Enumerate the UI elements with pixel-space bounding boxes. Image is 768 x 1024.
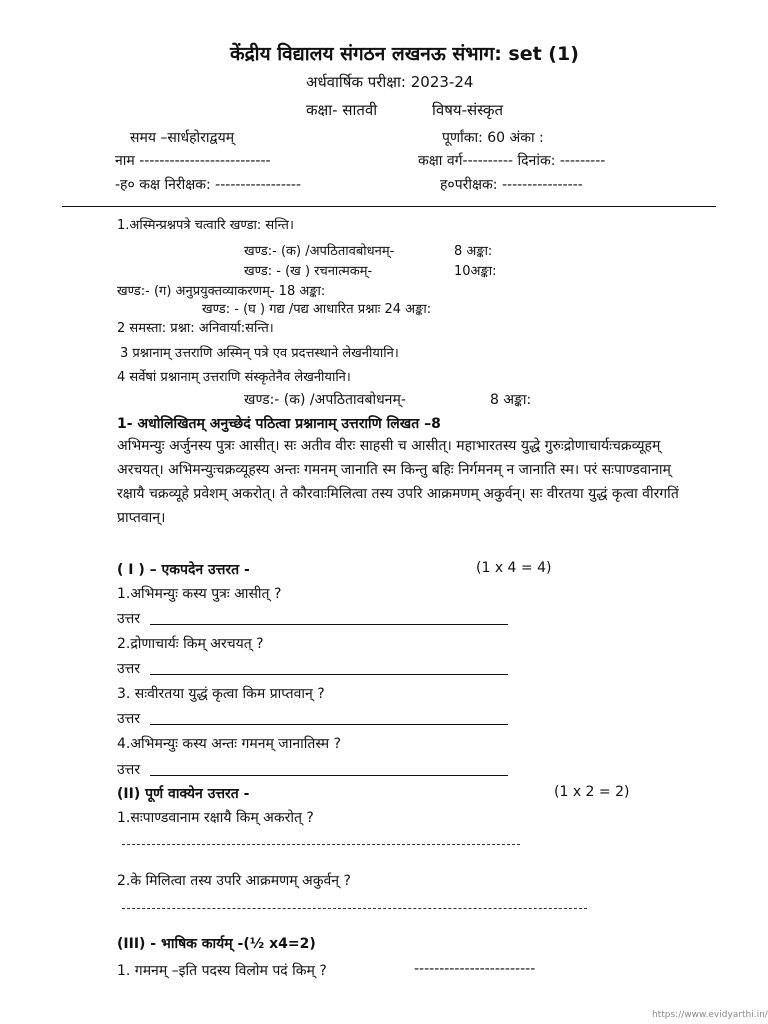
- section-kha-marks: 10अङ्का:: [454, 264, 497, 279]
- room-invigilator-field: -ह० कक्ष निरीक्षक: -----------------: [115, 177, 302, 193]
- part1-heading: ( I ) – एकपदेन उत्तरत -: [117, 562, 250, 578]
- exam-name: अर्धवार्षिक परीक्षा: 2023-24: [306, 73, 474, 91]
- answer-line[interactable]: [150, 724, 508, 725]
- unseen-passage: [117, 434, 717, 530]
- section-ka-line: खण्ड:- (क) /अपठितावबोधनम्-: [244, 244, 395, 259]
- examiner-field: ह०परीक्षक: ----------------: [440, 177, 583, 193]
- part1-question-3: 3. सःवीरतया युद्धं कृत्वा किम प्राप्तवान् ?: [117, 686, 325, 702]
- header-divider: [62, 206, 716, 207]
- section-ka-heading: खण्ड:- (क) /अपठितावबोधनम्-: [244, 392, 406, 408]
- answer-label: उत्तर: [117, 611, 141, 627]
- instruction-1: 1.अस्मिन्प्रश्नपत्रे चत्वारि खण्डा: सन्ति।: [117, 218, 294, 233]
- max-marks-label: पूर्णांका: 60 अंका :: [442, 130, 544, 146]
- part3-answer-blank: ------------------------: [414, 961, 536, 977]
- answer-label: उत्तर: [117, 762, 141, 778]
- instruction-3: 3 प्रश्नानाम् उत्तराणि अस्मिन् पत्रे एव प्रदत्तस्थाने लेखनीयानि।: [120, 346, 399, 361]
- answer-dash-line[interactable]: [122, 908, 587, 909]
- subject-label: विषय-संस्कृत: [432, 101, 504, 119]
- time-label: समय –सार्धहोराद्वयम्: [130, 130, 235, 146]
- instruction-4: 4 सर्वेषां प्रश्नानाम् उत्तराणि संस्कृतेनैव लेखनीयानि।: [117, 370, 351, 385]
- q1-title: 1- अधोलिखितम् अनुच्छेदं पठित्वा प्रश्नानाम् उत्तराणि लिखत –8: [117, 416, 441, 432]
- answer-line[interactable]: [150, 775, 508, 776]
- class-label: कक्षा- सातवी: [306, 101, 378, 119]
- passage-line: प्राप्तवान्।: [117, 510, 166, 526]
- part3-heading: (III) - भाषिक कार्यम् -(½ x4=2): [117, 936, 316, 952]
- answer-line[interactable]: [150, 624, 508, 625]
- section-ga-line: खण्ड:- (ग) अनुप्रयुक्तव्याकरणम्- 18 अङ्का:: [117, 284, 326, 299]
- part2-marks: (1 x 2 = 2): [554, 784, 630, 800]
- section-ka-marks: 8 अङ्का:: [454, 244, 493, 259]
- section-gha-line: खण्ड: - (घ ) गद्य /पद्य आधारित प्रश्नाः 24 अङ्का:: [202, 302, 432, 317]
- part1-question-4: 4.अभिमन्युः कस्य अन्तः गमनम् जानातिस्म ?: [117, 736, 342, 752]
- class-section-date-field: कक्षा वर्ग---------- दिनांक: ---------: [418, 153, 606, 169]
- passage-line: रक्षायै चक्रव्यूहे प्रवेशम् अकरोत्। ते कौरवाःमिलित्वा तस्य उपरि आक्रमणम् अकुर्वन्। सः वीरतया युद्धं कृत्वा वीरगतिं: [117, 486, 679, 502]
- instruction-2: 2 समस्ता: प्रश्ना: अनिवार्या:सन्ति।: [117, 321, 274, 336]
- page-title: केंद्रीय विद्यालय संगठन लखनऊ संभाग: set (1): [230, 43, 579, 65]
- answer-line[interactable]: [150, 674, 508, 675]
- part2-heading: (II) पूर्ण वाक्येन उत्तरत -: [117, 786, 250, 802]
- passage-line: अरचयत्। अभिमन्युःचक्रव्यूहस्य अन्तः गमनम् जानाति स्म किन्तु बहिः निर्गमनम् न जानाति स्म। परं सःपाण्डवानाम्: [117, 462, 671, 478]
- part2-question-1: 1.सःपाण्डवानाम रक्षायै किम् अकरोत् ?: [117, 810, 314, 826]
- part1-question-2: 2.द्रोणाचार्यः किम् अरचयत् ?: [117, 636, 264, 652]
- part1-question-1: 1.अभिमन्युः कस्य पुत्रः आसीत् ?: [117, 586, 282, 602]
- part2-question-2: 2.के मिलित्वा तस्य उपरि आक्रमणम् अकुर्वन् ?: [117, 873, 351, 889]
- section-ka-heading-marks: 8 अङ्का:: [490, 392, 532, 408]
- part3-question-1: 1. गमनम् –इति पदस्य विलोम पदं किम् ?: [117, 963, 327, 979]
- section-kha-line: खण्ड: - (ख ) रचनात्मकम्-: [244, 264, 373, 279]
- passage-line: अभिमन्युः अर्जुनस्य पुत्रः आसीत्। सः अतीव वीरः साहसी च आसीत्। महाभारतस्य युद्धे गुरुःद्रोणाचार्यःचक्रव्यूहम्: [117, 438, 661, 454]
- answer-label: उत्तर: [117, 661, 141, 677]
- name-field: नाम --------------------------: [115, 153, 271, 169]
- watermark: https://www.evidyarthi.in/: [652, 1010, 768, 1020]
- part1-marks: (1 x 4 = 4): [476, 560, 552, 576]
- answer-dash-line[interactable]: [122, 844, 520, 845]
- answer-label: उत्तर: [117, 711, 141, 727]
